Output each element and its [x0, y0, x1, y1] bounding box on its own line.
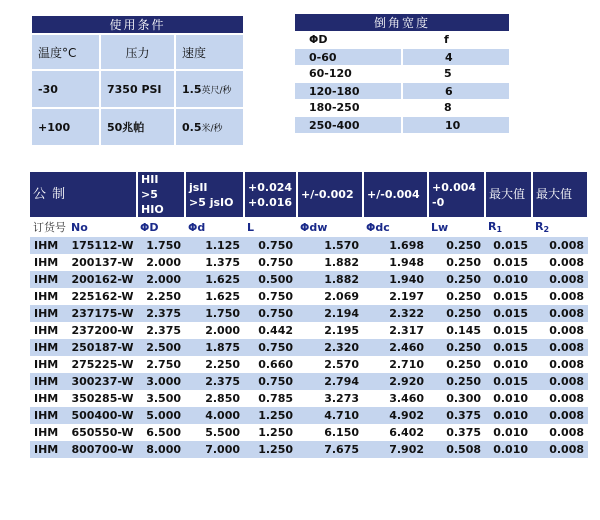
inner-diameter-cell: 2.375 — [185, 373, 244, 390]
part-number-cell: 200162-W — [68, 271, 137, 288]
dc-cell: 6.402 — [363, 424, 428, 441]
table-row — [30, 390, 588, 407]
outer-diameter-cell: 2.000 — [137, 254, 185, 271]
r1-cell: 0.015 — [485, 237, 532, 254]
r1-cell: 0.010 — [485, 356, 532, 373]
length-cell: 1.250 — [244, 424, 297, 441]
tolerance-js11 — [185, 172, 244, 217]
col-outer-diameter: ΦD — [140, 220, 159, 234]
tolerance-dc: +/-0.004 — [363, 172, 428, 217]
dimensions-table — [30, 172, 589, 458]
r2-cell: 0.008 — [532, 271, 588, 288]
pressure-mpa: 50兆帕 — [100, 108, 175, 146]
r1-cell: 0.010 — [485, 407, 532, 424]
dw-cell: 2.320 — [297, 339, 363, 356]
length-cell: 0.750 — [244, 288, 297, 305]
r2-cell: 0.008 — [532, 441, 588, 458]
col-r2 — [532, 217, 588, 237]
lw-cell: 0.250 — [428, 339, 485, 356]
chamfer-range: 120-180 — [295, 82, 402, 99]
outer-diameter-cell: 8.000 — [137, 441, 185, 458]
part-number-cell: 175112-W — [68, 237, 137, 254]
table-row — [30, 441, 588, 458]
temperature-header: 温度°C — [31, 34, 100, 70]
dw-cell: 2.195 — [297, 322, 363, 339]
lw-cell: 0.375 — [428, 424, 485, 441]
length-cell: 0.500 — [244, 271, 297, 288]
prefix-cell: IHM — [30, 373, 68, 390]
lw-cell: 0.250 — [428, 254, 485, 271]
dw-cell: 2.794 — [297, 373, 363, 390]
r2-cell: 0.008 — [532, 237, 588, 254]
table-row — [30, 254, 588, 271]
outer-diameter-cell: 1.750 — [137, 237, 185, 254]
r1-cell: 0.015 — [485, 373, 532, 390]
col-lw: Lw — [431, 220, 449, 234]
dc-cell: 2.920 — [363, 373, 428, 390]
prefix-cell: IHM — [30, 441, 68, 458]
chamfer-range: 180-250 — [295, 99, 402, 116]
outer-diameter-cell: 2.500 — [137, 339, 185, 356]
inner-diameter-cell: 1.625 — [185, 271, 244, 288]
temperature-max: +100 — [31, 108, 100, 146]
inner-diameter-cell: 2.850 — [185, 390, 244, 407]
inner-diameter-cell: 1.375 — [185, 254, 244, 271]
dw-cell: 1.882 — [297, 254, 363, 271]
dc-cell: 2.322 — [363, 305, 428, 322]
dc-cell: 3.460 — [363, 390, 428, 407]
dc-cell: 2.317 — [363, 322, 428, 339]
tol-lw-lower: -0 — [432, 195, 445, 209]
outer-diameter-cell: 2.250 — [137, 288, 185, 305]
conditions-table — [30, 14, 245, 147]
inner-diameter-cell: 7.000 — [185, 441, 244, 458]
part-number-cell: 350285-W — [68, 390, 137, 407]
dc-cell: 1.948 — [363, 254, 428, 271]
col-dc: Φdc — [366, 220, 390, 234]
lw-cell: 0.250 — [428, 237, 485, 254]
length-cell: 0.785 — [244, 390, 297, 407]
speed-metric — [175, 108, 244, 146]
dw-cell: 2.194 — [297, 305, 363, 322]
temperature-min: -30 — [31, 70, 100, 108]
inner-diameter-cell: 1.875 — [185, 339, 244, 356]
tolerance-l — [244, 172, 297, 217]
col-no: No — [71, 220, 88, 234]
r1-cell: 0.015 — [485, 254, 532, 271]
speed-imperial — [175, 70, 244, 108]
r1-cell: 0.010 — [485, 390, 532, 407]
table-row — [30, 305, 588, 322]
r2-cell: 0.008 — [532, 339, 588, 356]
lw-cell: 0.250 — [428, 288, 485, 305]
r2-cell: 0.008 — [532, 288, 588, 305]
dw-cell: 1.570 — [297, 237, 363, 254]
prefix-cell: IHM — [30, 305, 68, 322]
pressure-psi: 7350 PSI — [100, 70, 175, 108]
part-number-cell: 275225-W — [68, 356, 137, 373]
tolerance-lw — [428, 172, 485, 217]
lw-cell: 0.375 — [428, 407, 485, 424]
table-row — [30, 339, 588, 356]
part-number-cell: 650550-W — [68, 424, 137, 441]
length-cell: 0.750 — [244, 237, 297, 254]
table-row — [30, 237, 588, 254]
prefix-cell: IHM — [30, 339, 68, 356]
chamfer-width: 8 — [402, 99, 509, 116]
tol-lw-upper: +0.004 — [432, 180, 477, 194]
speed-metric-unit: 米/秒 — [201, 123, 223, 134]
r2-cell: 0.008 — [532, 305, 588, 322]
js11-line2: >5 jsIO — [189, 195, 234, 209]
r1-cell: 0.010 — [485, 271, 532, 288]
speed-imperial-unit: 英尺/秒 — [201, 85, 232, 96]
r2-symbol: R — [535, 220, 544, 233]
length-cell: 0.750 — [244, 254, 297, 271]
r1-cell: 0.015 — [485, 339, 532, 356]
dw-cell: 6.150 — [297, 424, 363, 441]
inner-diameter-cell: 1.625 — [185, 288, 244, 305]
r1-symbol: R — [488, 220, 497, 233]
chamfer-width: 6 — [402, 82, 509, 99]
table-row — [30, 356, 588, 373]
dimensions-body — [30, 237, 588, 458]
outer-diameter-cell: 2.000 — [137, 271, 185, 288]
chamfer-range: 0-60 — [295, 48, 402, 65]
table-row — [30, 424, 588, 441]
tol-l-lower: +0.016 — [248, 195, 293, 209]
col-r1 — [485, 217, 532, 237]
prefix-cell: IHM — [30, 356, 68, 373]
r1-cell: 0.015 — [485, 288, 532, 305]
outer-diameter-cell: 5.000 — [137, 407, 185, 424]
metric-label: 公 制 — [30, 172, 137, 217]
table-row — [30, 288, 588, 305]
chamfer-width: 5 — [402, 65, 509, 82]
dw-cell: 1.882 — [297, 271, 363, 288]
r2-subscript: 2 — [543, 225, 550, 234]
tolerance-h11 — [137, 172, 185, 217]
r2-cell: 0.008 — [532, 424, 588, 441]
outer-diameter-cell: 3.000 — [137, 373, 185, 390]
dc-cell: 2.197 — [363, 288, 428, 305]
r2-cell: 0.008 — [532, 356, 588, 373]
prefix-cell: IHM — [30, 322, 68, 339]
lw-cell: 0.250 — [428, 373, 485, 390]
max-r2-label: 最大值 — [532, 172, 588, 217]
lw-cell: 0.250 — [428, 356, 485, 373]
col-dw: Φdw — [300, 220, 328, 234]
inner-diameter-cell: 1.125 — [185, 237, 244, 254]
pressure-header: 压力 — [100, 34, 175, 70]
r2-cell: 0.008 — [532, 322, 588, 339]
r2-cell: 0.008 — [532, 407, 588, 424]
chamfer-col-f: f — [402, 31, 509, 48]
speed-header: 速度 — [175, 34, 244, 70]
lw-cell: 0.250 — [428, 271, 485, 288]
dw-cell: 7.675 — [297, 441, 363, 458]
chamfer-table — [295, 14, 509, 133]
outer-diameter-cell: 6.500 — [137, 424, 185, 441]
length-cell: 0.442 — [244, 322, 297, 339]
part-number-cell: 250187-W — [68, 339, 137, 356]
r2-cell: 0.008 — [532, 373, 588, 390]
order-number-label: 订货号 — [33, 221, 66, 234]
outer-diameter-cell: 2.375 — [137, 305, 185, 322]
r1-cell: 0.010 — [485, 424, 532, 441]
lw-cell: 0.508 — [428, 441, 485, 458]
h11-line1: HII — [141, 173, 159, 186]
dw-cell: 4.710 — [297, 407, 363, 424]
outer-diameter-cell: 3.500 — [137, 390, 185, 407]
chamfer-range: 60-120 — [295, 65, 402, 82]
h11-line2: >5 HIO — [141, 188, 164, 216]
inner-diameter-cell: 4.000 — [185, 407, 244, 424]
outer-diameter-cell: 2.750 — [137, 356, 185, 373]
dc-cell: 4.902 — [363, 407, 428, 424]
table-row — [30, 373, 588, 390]
dw-cell: 2.069 — [297, 288, 363, 305]
max-r1-label: 最大值 — [485, 172, 532, 217]
r2-cell: 0.008 — [532, 254, 588, 271]
inner-diameter-cell: 2.250 — [185, 356, 244, 373]
dw-cell: 3.273 — [297, 390, 363, 407]
part-number-cell: 237175-W — [68, 305, 137, 322]
lw-cell: 0.300 — [428, 390, 485, 407]
prefix-cell: IHM — [30, 254, 68, 271]
conditions-title: 使用条件 — [31, 15, 244, 34]
r1-cell: 0.015 — [485, 322, 532, 339]
inner-diameter-cell: 2.000 — [185, 322, 244, 339]
length-cell: 1.250 — [244, 407, 297, 424]
chamfer-range: 250-400 — [295, 116, 402, 133]
prefix-cell: IHM — [30, 271, 68, 288]
length-cell: 0.660 — [244, 356, 297, 373]
speed-metric-value: 0.5 — [182, 120, 202, 134]
r2-cell: 0.008 — [532, 390, 588, 407]
table-row — [30, 322, 588, 339]
length-cell: 0.750 — [244, 373, 297, 390]
table-row — [30, 407, 588, 424]
r1-cell: 0.015 — [485, 305, 532, 322]
table-row — [30, 271, 588, 288]
length-cell: 0.750 — [244, 339, 297, 356]
prefix-cell: IHM — [30, 288, 68, 305]
prefix-cell: IHM — [30, 390, 68, 407]
col-length: L — [247, 220, 255, 234]
part-number-cell: 200137-W — [68, 254, 137, 271]
part-number-cell: 800700-W — [68, 441, 137, 458]
chamfer-title: 倒角宽度 — [295, 14, 509, 31]
col-inner-diameter: Φd — [188, 220, 206, 234]
inner-diameter-cell: 5.500 — [185, 424, 244, 441]
prefix-cell: IHM — [30, 237, 68, 254]
dc-cell: 2.710 — [363, 356, 428, 373]
chamfer-col-diameter: ΦD — [295, 31, 402, 48]
dc-cell: 1.698 — [363, 237, 428, 254]
prefix-cell: IHM — [30, 424, 68, 441]
part-number-cell: 237200-W — [68, 322, 137, 339]
dc-cell: 7.902 — [363, 441, 428, 458]
inner-diameter-cell: 1.750 — [185, 305, 244, 322]
part-number-cell: 300237-W — [68, 373, 137, 390]
length-cell: 1.250 — [244, 441, 297, 458]
speed-imperial-value: 1.5 — [182, 82, 202, 96]
chamfer-width: 10 — [402, 116, 509, 133]
chamfer-width: 4 — [402, 48, 509, 65]
part-number-cell: 500400-W — [68, 407, 137, 424]
dc-cell: 2.460 — [363, 339, 428, 356]
dw-cell: 2.570 — [297, 356, 363, 373]
prefix-cell: IHM — [30, 407, 68, 424]
tol-l-upper: +0.024 — [248, 180, 293, 194]
length-cell: 0.750 — [244, 305, 297, 322]
js11-line1: jsII — [189, 180, 208, 194]
dc-cell: 1.940 — [363, 271, 428, 288]
r1-cell: 0.010 — [485, 441, 532, 458]
r1-subscript: 1 — [496, 225, 503, 234]
lw-cell: 0.250 — [428, 305, 485, 322]
outer-diameter-cell: 2.375 — [137, 322, 185, 339]
part-number-cell: 225162-W — [68, 288, 137, 305]
lw-cell: 0.145 — [428, 322, 485, 339]
tolerance-dw: +/-0.002 — [297, 172, 363, 217]
